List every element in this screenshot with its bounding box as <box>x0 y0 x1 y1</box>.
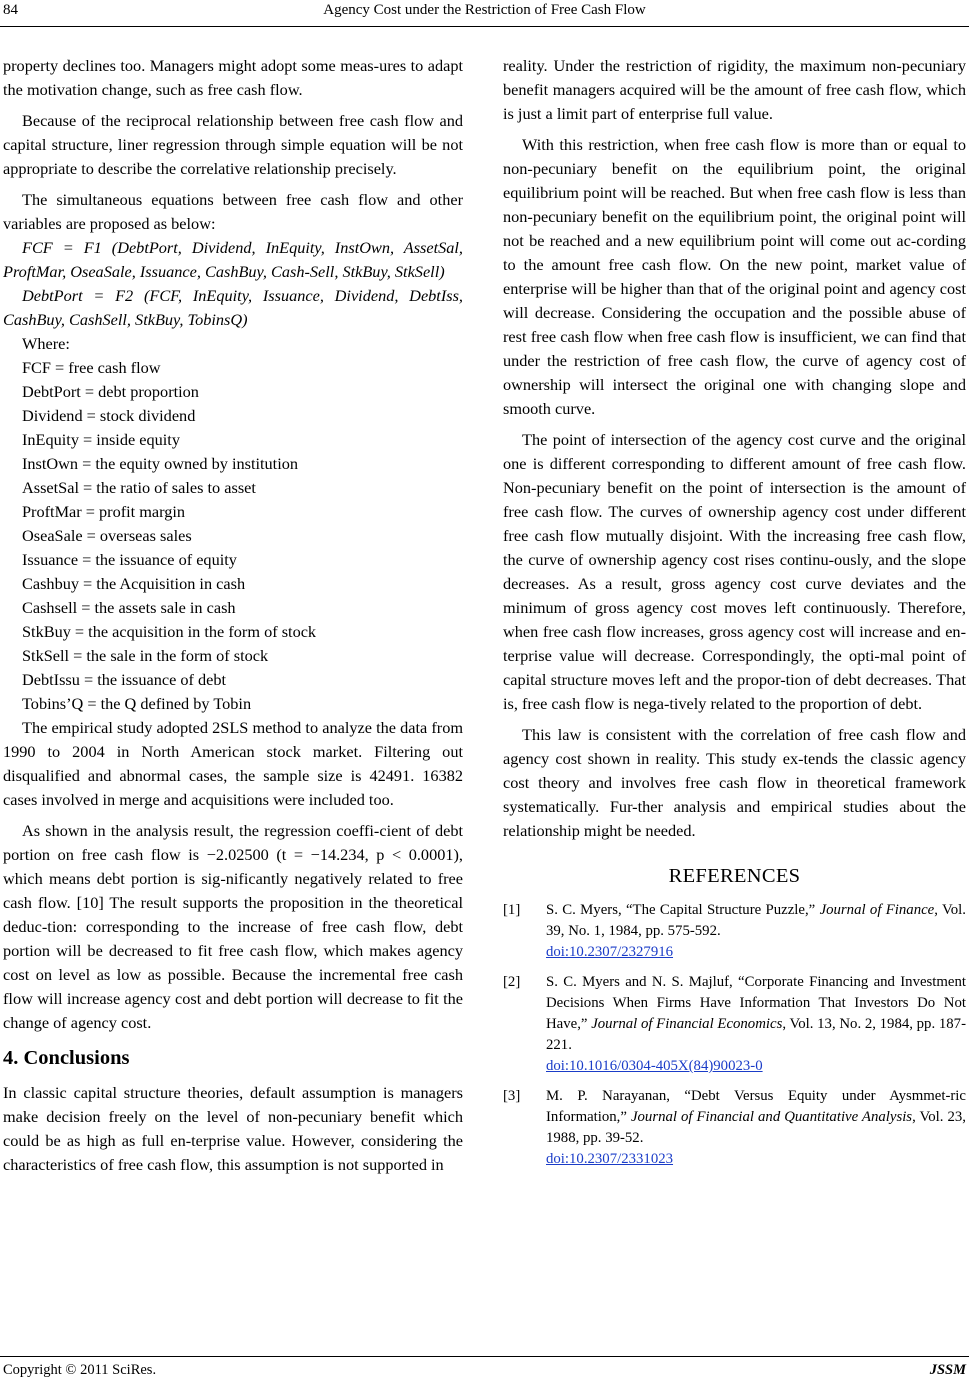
reference-text <box>546 900 966 942</box>
reference-details: , Vol. 39, No. 1, 1984, pp. 575-592. <box>546 902 966 939</box>
reference-journal: Journal of Finance <box>819 902 935 918</box>
reference-item <box>503 900 966 963</box>
paragraph: The empirical study adopted 2SLS method to analyze the data from 1990 to 2004 in North American stock market. Filtering out disqualified and abnormal cases, the sample size is 42491. 16382 cases involved in merge and acquisitions were included too. <box>3 718 463 809</box>
variable-definition: Tobins’Q = the Q defined by Tobin <box>22 694 252 713</box>
section-heading: 4. Conclusions <box>3 1047 130 1069</box>
footer-rule <box>0 1356 969 1357</box>
equation-debtport <box>3 284 463 332</box>
reference-authors-title: S. C. Myers and N. S. Majluf, “Corporate Financing and Investment Decisions When Firms Have Information That Investors Do Not Have,” <box>546 974 966 1032</box>
paragraph: Because of the reciprocal relationship between free cash flow and capital structure, liner regression through simple equation will be not appropriate to describe the correlative relationship precisely. <box>3 111 463 178</box>
reference-text <box>546 972 966 1056</box>
reference-details: , Vol. 13, No. 2, 1984, pp. 187-221. <box>546 1016 966 1053</box>
reference-number: [1] <box>503 902 521 918</box>
variable-definition: StkBuy = the acquisition in the form of stock <box>22 622 317 641</box>
paragraph: The simultaneous equations between free cash flow and other variables are proposed as below: <box>3 190 463 233</box>
reference-authors-title: M. P. Narayanan, “Debt Versus Equity under Aysmmet-ric Information,” <box>546 1088 966 1125</box>
doi-link[interactable]: doi:10.1016/0304-405X(84)90023-0 <box>546 1058 763 1074</box>
page-header <box>0 0 969 22</box>
reference-number: [2] <box>503 974 521 990</box>
reference-authors-title: S. C. Myers, “The Capital Structure Puzzle,” <box>546 902 820 918</box>
header-rule <box>0 26 969 27</box>
paragraph: As shown in the analysis result, the regression coeffi-cient of debt portion on free cash flow is −2.02500 (t = −14.234, p < 0.0001), which means debt portion is sig-nificantly negatively related to free cash flow. [10] The result supports the proposition in the theoretical deduc-tion: corresponding to the increase of free cash flow, debt portion will be decreased to fit free cash flow, which makes agency cost on level as low as possible. Because the incremental free cash flow will increase agency cost and debt portion will decrease to fit the change of agency cost. <box>3 821 463 1032</box>
variable-definition: StkSell = the sale in the form of stock <box>22 646 269 665</box>
variable-definition: InEquity = inside equity <box>22 430 180 449</box>
reference-journal: Journal of Financial and Quantitative Analysis <box>630 1109 913 1125</box>
paragraph: With this restriction, when free cash flow is more than or equal to non-pecuniary benefit on the equilibrium point, the original equilibrium point will be reached. But when free cash flow is less than non-pecuniary benefit on the equilibrium point, the original point will not be reached and a new equilibrium point will come out ac-cording to the amount free cash flow. On the new point, market value of enterprise will be higher than that of the original point and agency cost will decrease. Considering the occupation and the possible abuse of rest free cash flow when free cash flow is insufficient, we can find that under the restriction of free cash flow, the curve of agency cost of ownership will intersect the original one with changing slope and smooth curve. <box>503 135 966 418</box>
variable-definition: DebtPort = debt proportion <box>22 382 199 401</box>
variable-definition: DebtIssu = the issuance of debt <box>22 670 227 689</box>
copyright-notice: Copyright © 2011 SciRes. <box>3 1362 157 1378</box>
references-heading: REFERENCES <box>668 865 801 887</box>
variable-definitions <box>3 356 463 716</box>
page-number: 84 <box>3 2 18 18</box>
reference-text <box>546 1086 966 1149</box>
variable-definition: OseaSale = overseas sales <box>22 526 192 545</box>
equation-fcf <box>3 236 463 284</box>
paragraph: The point of intersection of the agency cost curve and the original one is different corresponding to different amount of free cash flow. Non-pecuniary benefit on the point of intersection is the amount of free cash flow. The curves of ownership agency cost under different free cash flow mutually disjoint. With the increasing free cash flow, the curve of ownership agency cost rises continu-ously, and the slope decreases. As a result, gross agency cost curve deviates and the minimum of gross agency cost moves left continuously. Therefore, when free cash flow increases, gross agency cost will increase and en-terprise value will decrease. Correspondingly, the opti-mal point of capital structure moves left and the propor-tion of debt decreases. That is, free cash flow is nega-tively related to the proportion of debt. <box>503 430 966 713</box>
reference-number: [3] <box>503 1088 521 1104</box>
reference-details: , Vol. 23, 1988, pp. 39-52. <box>546 1109 966 1146</box>
left-column <box>3 54 463 1177</box>
variable-definition: Cashsell = the assets sale in cash <box>22 598 236 617</box>
variable-definition: InstOwn = the equity owned by institution <box>22 454 298 473</box>
reference-item <box>503 1086 966 1170</box>
equation-text: DebtPort = F2 (FCF, InEquity, Issuance, Dividend, DebtIss, CashBuy, CashSell, StkBuy, TobinsQ) <box>3 286 463 329</box>
variable-definition: AssetSal = the ratio of sales to asset <box>22 478 256 497</box>
variable-definition: Cashbuy = the Acquisition in cash <box>22 574 246 593</box>
equation-text: FCF = F1 (DebtPort, Dividend, InEquity, InstOwn, AssetSal, ProftMar, OseaSale, Issuance, CashBuy, Cash-Sell, StkBuy, StkSell) <box>3 238 463 281</box>
right-column <box>503 54 966 1179</box>
variable-definition: Dividend = stock dividend <box>22 406 196 425</box>
reference-item <box>503 972 966 1077</box>
doi-link[interactable]: doi:10.2307/2327916 <box>546 944 674 960</box>
variable-definition: FCF = free cash flow <box>22 358 161 377</box>
paragraph: This law is consistent with the correlation of free cash flow and agency cost shown in reality. This study ex-tends the classic agency cost theory and involves free cash flow in theoretical framework systematically. Fur-ther analysis and empirical studies about the relationship might be needed. <box>503 725 966 840</box>
paragraph: In classic capital structure theories, default assumption is managers make decision freely on the level of non-pecuniary benefit which could be as high as full en-terprise value. However, considering the characteristics of free cash flow, this assumption is not supported in <box>3 1083 463 1174</box>
reference-journal: Journal of Financial Economics <box>591 1016 783 1032</box>
where-label: Where: <box>22 334 70 353</box>
running-title: Agency Cost under the Restriction of Free Cash Flow <box>323 2 646 18</box>
paragraph: property declines too. Managers might adopt some meas-ures to adapt the motivation change, such as free cash flow. <box>3 56 463 99</box>
variable-definition: Issuance = the issuance of equity <box>22 550 237 569</box>
journal-abbreviation: JSSM <box>929 1362 966 1378</box>
paragraph: reality. Under the restriction of rigidity, the maximum non-pecuniary benefit managers acquired will be the amount of free cash flow, which is just a limit part of enterprise full value. <box>503 56 966 123</box>
doi-link[interactable]: doi:10.2307/2331023 <box>546 1151 674 1167</box>
variable-definition: ProftMar = profit margin <box>22 502 186 521</box>
